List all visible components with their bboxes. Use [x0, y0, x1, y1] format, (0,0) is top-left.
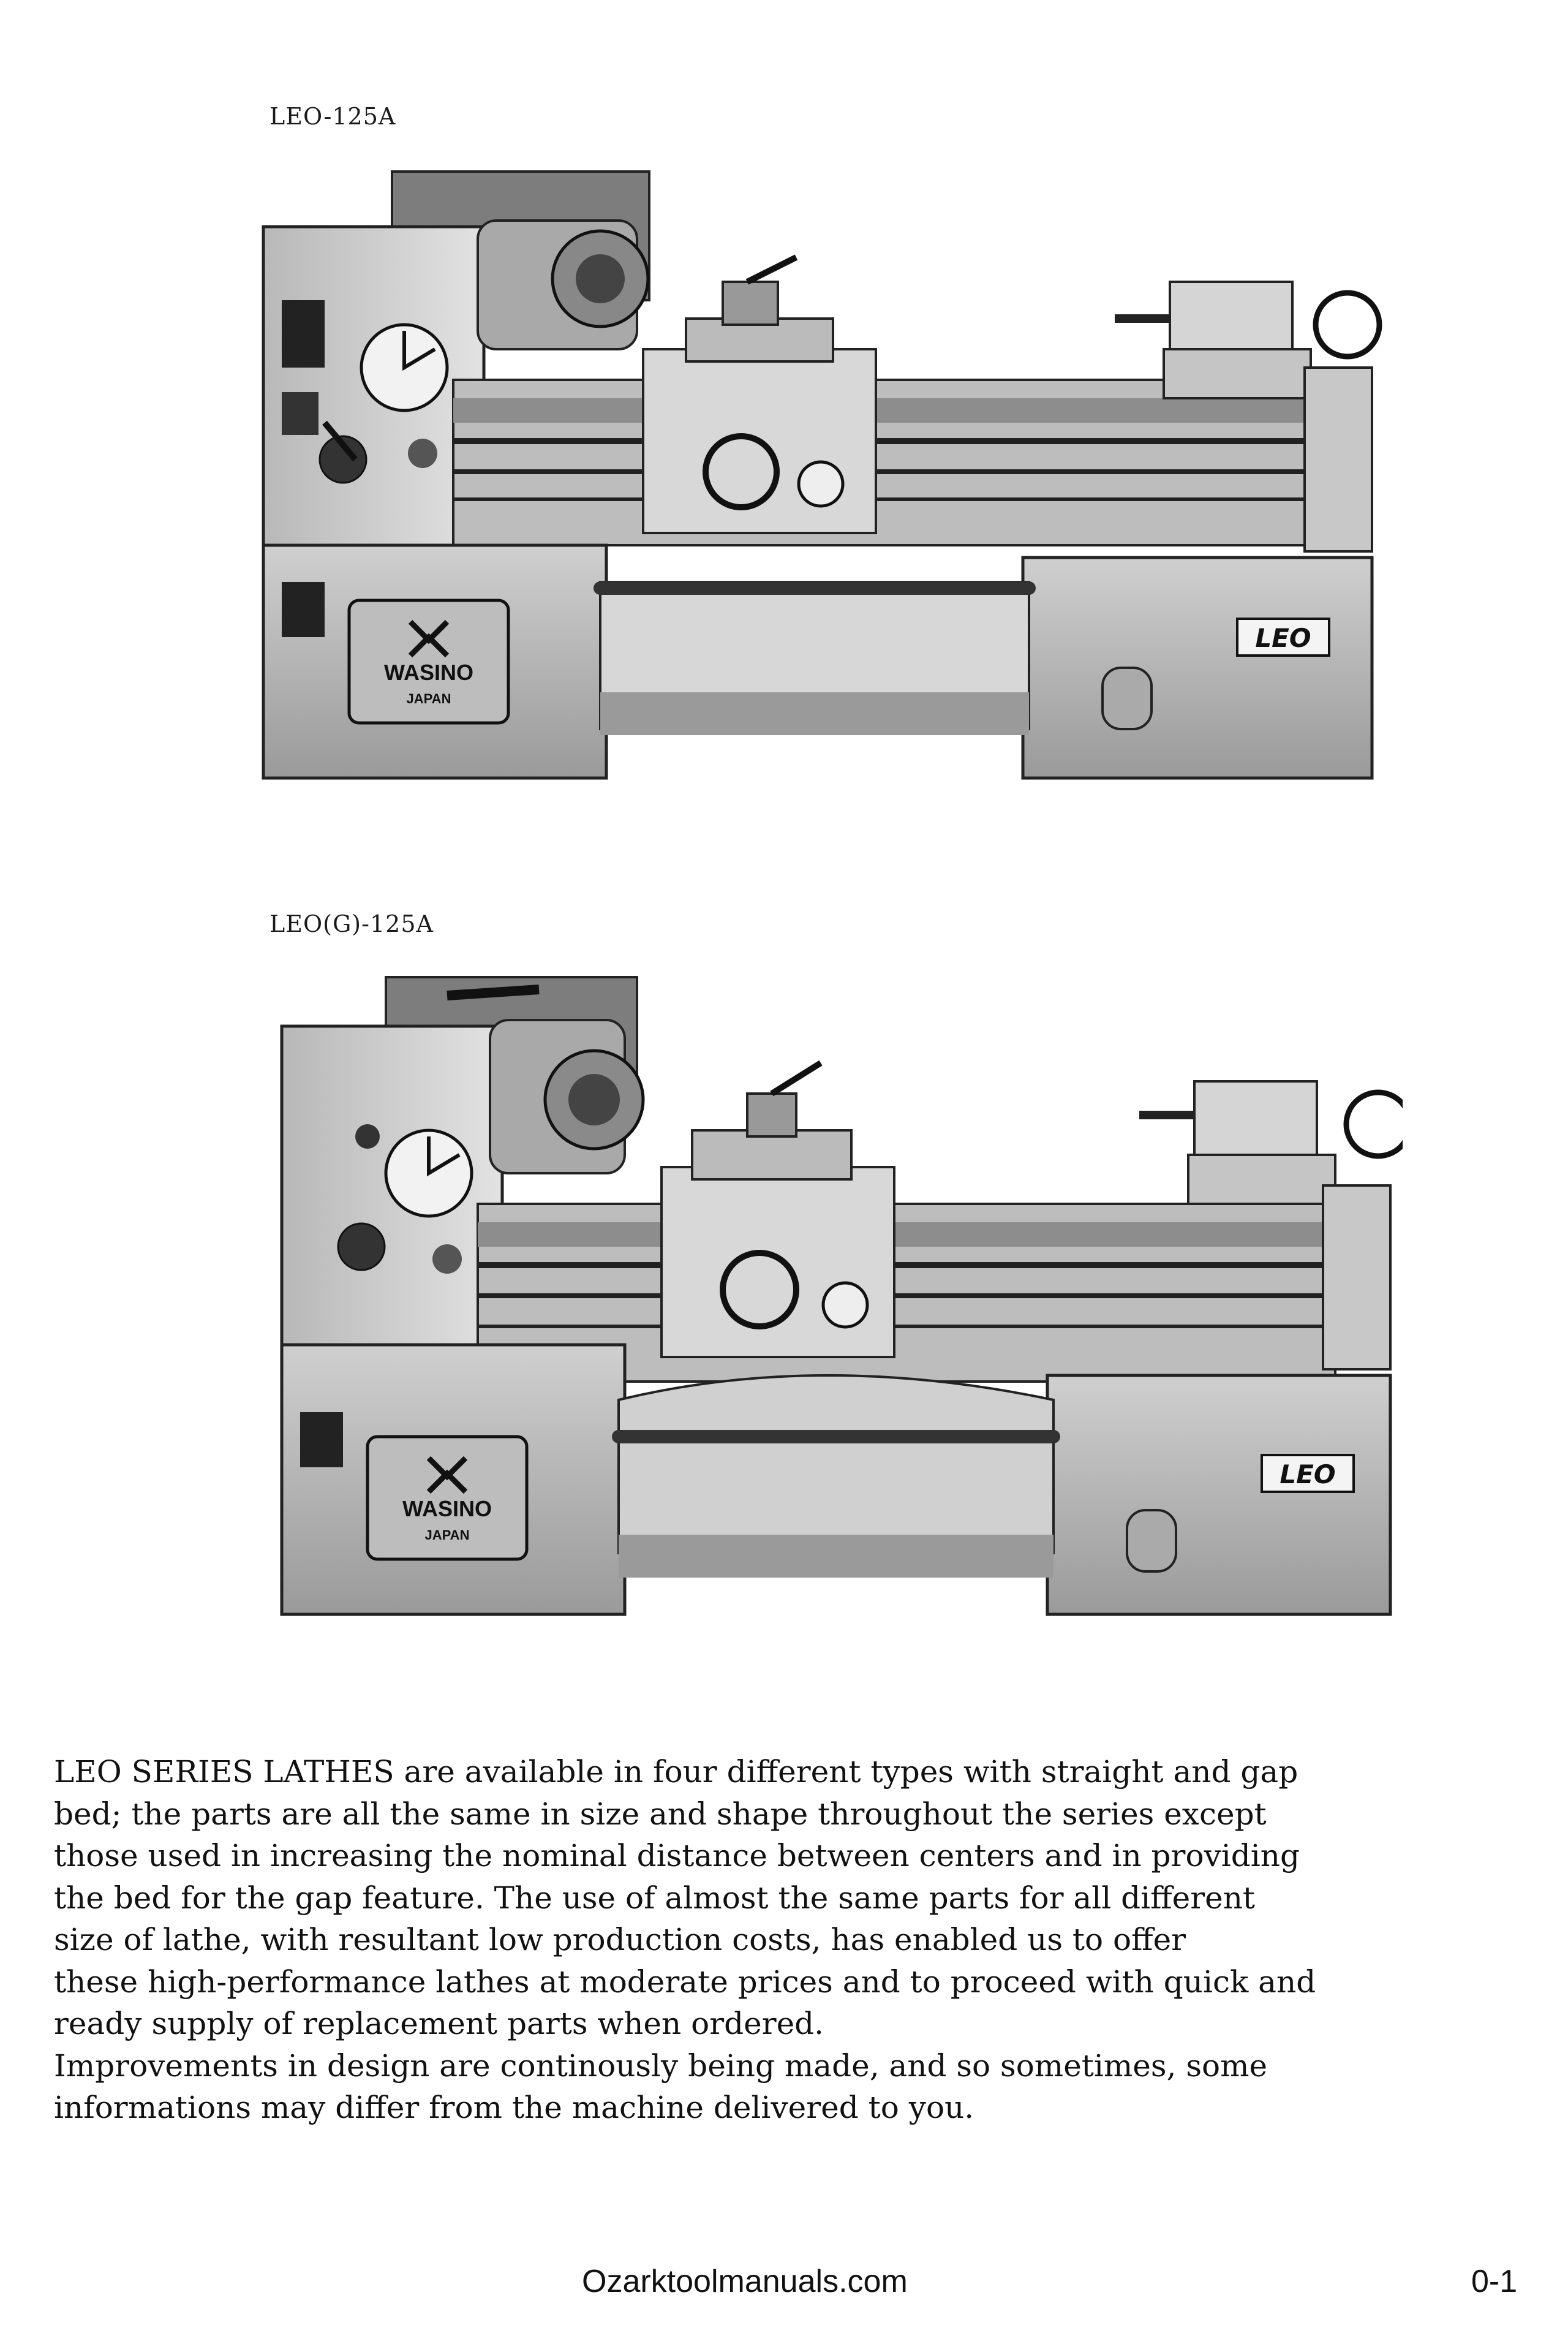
description-line: the bed for the gap feature. The use of almost the same parts for all different [54, 1880, 1255, 1916]
figure-caption-leo-125a: LEO-125A [270, 103, 396, 130]
description-line: informations may differ from the machine delivered to you. [54, 2090, 974, 2125]
nameplate-japan-1: JAPAN [406, 691, 451, 706]
description-line: those used in increasing the nominal distance between centers and in providing [54, 1838, 1300, 1873]
brand-plate-leo-1: LEO [1255, 623, 1311, 653]
nameplate-japan-2: JAPAN [424, 1527, 470, 1543]
footer-site-name: Ozarktoolmanuals.com [582, 2264, 908, 2299]
description-line: ready supply of replacement parts when ordered. [54, 2006, 824, 2041]
description-line: size of lathe, with resultant low production costs, has enabled us to offer [54, 1922, 1186, 1957]
description-line: LEO SERIES LATHES are available in four different types with straight and gap [54, 1754, 1298, 1790]
lathe-photo-leo-125a [257, 165, 1390, 790]
description-line: bed; the parts are all the same in size and shape throughout the series except [54, 1796, 1267, 1832]
description-line: Improvements in design are continously being made, and so sometimes, some [54, 2047, 1268, 2084]
page-number: 0-1 [1471, 2264, 1518, 2299]
lathe-photo-leo-g-125a [270, 971, 1403, 1627]
figure-caption-leo-g-125a: LEO(G)-125A [270, 910, 434, 937]
nameplate-wasino-2: WASINO [402, 1496, 492, 1521]
brand-plate-leo-2: LEO [1280, 1459, 1336, 1489]
nameplate-wasino-1: WASINO [383, 660, 474, 685]
description-paragraph [54, 1751, 1524, 2129]
description-line: these high-performance lathes at moderate prices and to proceed with quick and [54, 1964, 1316, 2000]
